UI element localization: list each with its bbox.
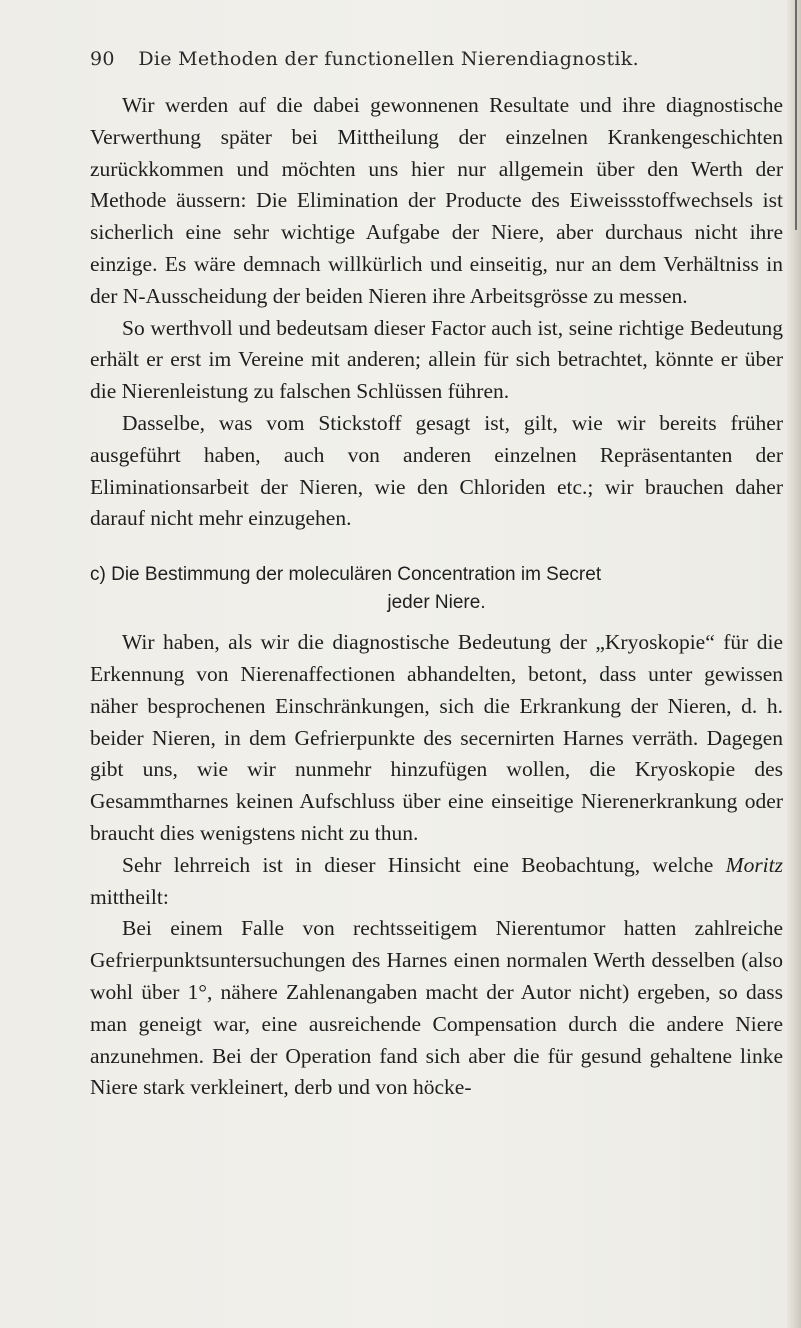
- page-edge-shadow: [787, 0, 801, 1328]
- running-header: [90, 48, 790, 70]
- text-run: mittheilt:: [90, 884, 169, 909]
- paragraph: Bei einem Falle von rechtsseitigem Nierentumor hatten zahlreiche Gefrierpunktsuntersuchungen des Harnes einen normalen Werth desselben (also wohl über 1°, nähere Zahlenangaben macht der Autor nicht) ergeben, so dass man geneigt war, eine ausreichende Compensation durch die andere Niere anzunehmen. Bei der Operation fand sich aber die für gesund gehaltene linke Niere stark verkleinert, derb und von höcke-: [90, 916, 783, 1100]
- paragraph: Wir werden auf die dabei gewonnenen Resultate und ihre diagnostische Verwerthung später bei Mittheilung der einzelnen Krankengeschichten zurückkommen und möchten uns hier nur allgemein über den Werth der Methode äussern: Die Elimination der Producte des Eiweissstoffwechsels ist sicherlich eine sehr wichtige Aufgabe der Niere, aber durchaus nicht ihre einzige. Es wäre demnach willkürlich und einseitig, nur an dem Verhältniss in der N-Ausscheidung der beiden Nieren ihre Arbeitsgrösse zu messen.: [90, 93, 783, 308]
- paragraph: So werthvoll und bedeutsam dieser Factor auch ist, seine richtige Bedeutung erhält er erst im Vereine mit anderen; allein für sich betrachtet, könnte er über die Nierenleistung zu falschen Schlüssen führen.: [90, 315, 783, 404]
- paragraph: Wir haben, als wir die diagnostische Bedeutung der „Kryoskopie“ für die Erkennung von Nierenaffectionen abhandelten, betont, dass unter gewissen näher besprochenen Einschränkungen, sich die Erkrankung der Nieren, d. h. beider Nieren, in dem Gefrierpunkte des secernirten Harnes verräth. Dagegen gibt uns, wie wir nunmehr hinzufügen wollen, die Kryoskopie des Gesammtharnes keinen Aufschluss über eine einseitige Nierenerkrankung oder braucht dies wenigstens nicht zu thun.: [90, 630, 783, 845]
- page-edge-line: [795, 0, 797, 230]
- section-heading-line1: c) Die Bestimmung der moleculären Concentration im Secret: [90, 564, 602, 586]
- section-heading: [90, 561, 783, 617]
- body-text: [90, 90, 783, 1104]
- author-name: Moritz: [725, 852, 783, 877]
- paragraph: Dasselbe, was vom Stickstoff gesagt ist, gilt, wie wir bereits früher ausgeführt haben, auch von anderen einzelnen Repräsentanten der Eliminationsarbeit der Nieren, wie den Chloriden etc.; wir brauchen daher darauf nicht mehr einzugehen.: [90, 410, 783, 531]
- paragraph-moritz: [90, 850, 783, 914]
- text-run: Sehr lehrreich ist in dieser Hinsicht eine Beobachtung, welche: [122, 852, 726, 877]
- section-heading-line2: jeder Niere.: [387, 592, 486, 614]
- running-title: Die Methoden der functionellen Nierendiagnostik.: [138, 48, 639, 70]
- page-number: 90: [90, 48, 115, 70]
